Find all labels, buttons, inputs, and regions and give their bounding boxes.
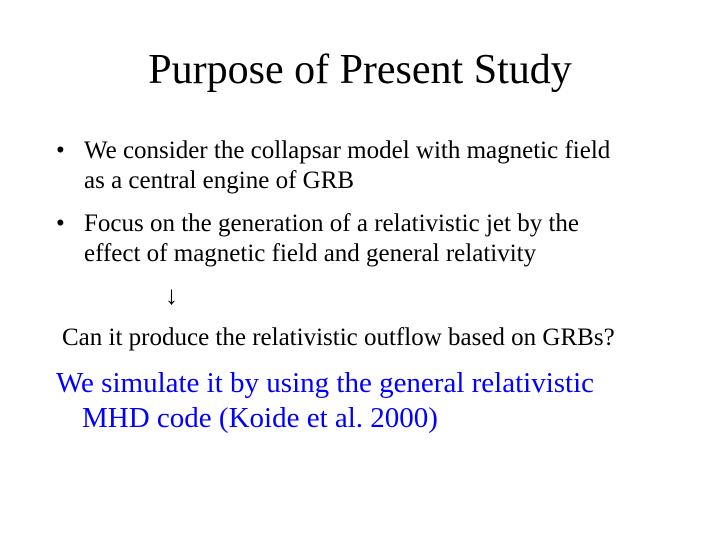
highlight-line-2: MHD code (Koide et al. 2000) bbox=[82, 402, 438, 434]
bullet-marker: • bbox=[56, 210, 65, 237]
down-arrow-icon: ↓ bbox=[165, 281, 178, 310]
bullet-item-collapsar bbox=[56, 136, 696, 196]
bullet-text bbox=[84, 209, 694, 269]
bullet-text bbox=[84, 136, 694, 196]
bullet-line-1: Focus on the generation of a relativistic jet by the bbox=[84, 210, 579, 237]
slide-title: Purpose of Present Study bbox=[148, 47, 572, 93]
bullet-item-jet bbox=[56, 209, 696, 269]
bullet-line-2: as a central engine of GRB bbox=[84, 167, 355, 194]
highlight-line-1: We simulate it by using the general relativistic bbox=[56, 367, 595, 399]
bullet-line-2: effect of magnetic field and general relativity bbox=[84, 240, 537, 267]
question-text: Can it produce the relativistic outflow based on GRBs? bbox=[62, 324, 615, 351]
highlight-statement bbox=[56, 366, 696, 436]
bullet-line-1: We consider the collapsar model with magnetic field bbox=[84, 137, 611, 164]
bullet-marker: • bbox=[56, 137, 65, 164]
